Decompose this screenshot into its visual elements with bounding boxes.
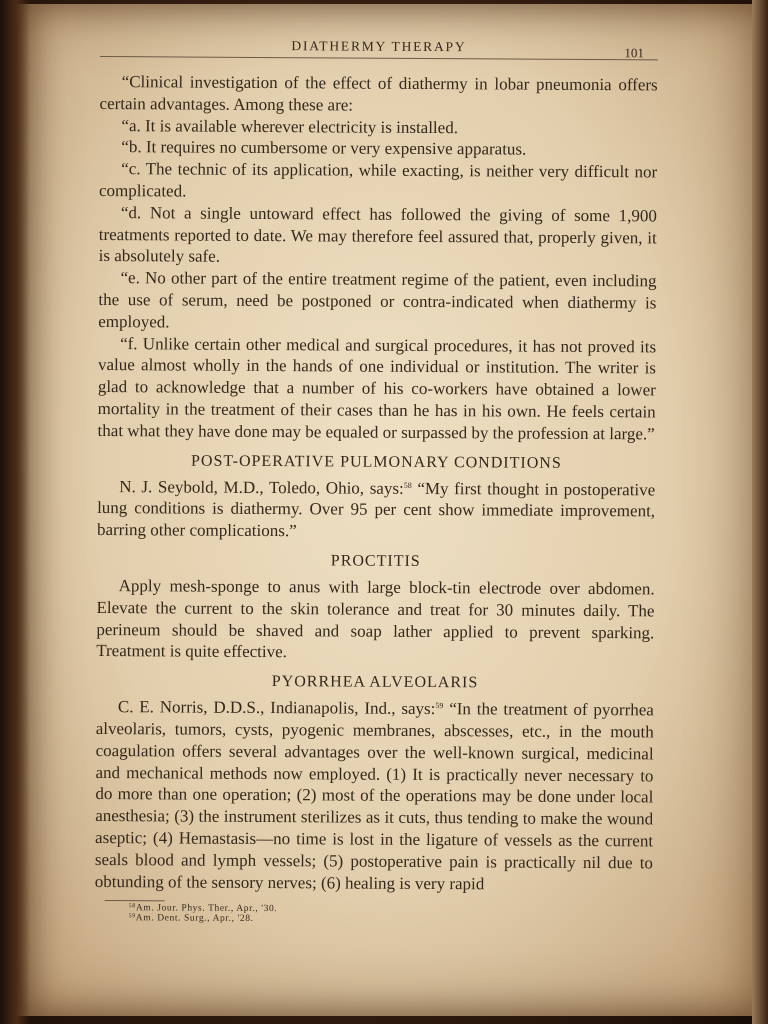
footnote-text: Am. Dent. Surg., Apr., '28.: [135, 913, 254, 925]
section-heading-pyorrhea: PYORRHEA ALVEOLARIS: [271, 673, 479, 692]
paragraph-norris: [95, 696, 654, 896]
running-head-title: DIATHERMY THERAPY: [291, 38, 467, 55]
page-edge: [752, 0, 768, 1024]
section-heading-post-operative: POST-OPERATIVE PULMONARY CONDITIONS: [190, 452, 562, 472]
quote-text: “In the treatment of pyorrhea alveolaris, tumors, cysts, pyogenic membranes, abscesses, etc., in the mouth coagulation offers several advantages over the well-known surgical, medicinal and mechanical methods now employed. (1) It is practically never necessary to do more than one operation; (2) most of the operations may be done under local anesthesia; (3) the instrument sterilizes as it cuts, thus tending to make the wound aseptic; (4) Hemastasis—no time is lost in the ligature of vessels as the current seals blood and lymph vessels; (5) postoperative pain is practically nil due to obtunding of the sensory nerves; (6) healing is very rapid: [94, 699, 654, 893]
book-spine-shadow: [0, 0, 30, 1024]
footnote-text: Am. Jour. Phys. Ther., Apr., '30.: [135, 903, 278, 915]
footnote-number: 58: [128, 903, 136, 910]
paragraph-intro: “Clinical investigation of the effect of diathermy in lobar pneumonia offers certain advantages. Among these are:: [99, 72, 658, 115]
paragraph-item-d: “d. Not a single untoward effect has followed the giving of some 1,900 treatments reported to date. We may therefore feel assured that, properly given, it is absolutely safe.: [98, 202, 657, 267]
paragraph-item-a: “a. It is available wherever electricity is installed.: [121, 115, 459, 137]
quote-text: “My first thought in postoperative lung conditions is diathermy. Over 95 per cent show immediate improvement, barring other complications.”: [96, 478, 656, 541]
paragraph-item-f: “f. Unlike certain other medical and surgical procedures, it has not proved its value almost wholly in the hands of one individual or institution. The writer is glad to acknowledge that a number of his co-workers have obtained a lower mortality in the treatment of their cases than he has in his own. He feels certain that what they have done may be equaled or surpassed by the profession at large.”: [97, 333, 657, 444]
footnote-divider: [105, 900, 165, 901]
footnote-ref: 59: [435, 701, 444, 711]
paragraph-item-b: “b. It requires no cumbersome or very expensive apparatus.: [121, 137, 527, 159]
page-text-block: [95, 34, 658, 927]
citation-lead: C. E. Norris, D.D.S., Indianapolis, Ind., says:: [117, 697, 436, 719]
paragraph-proctitis: Apply mesh-sponge to anus with large block-tin electrode over abdomen. Elevate the current to the skin tolerance and treat for 30 minutes daily. The perineum should be shaved and soap lather applied to prevent sparking. Treatment is quite effective.: [96, 576, 655, 662]
running-head: [100, 34, 658, 60]
section-heading-proctitis: PROCTITIS: [330, 552, 421, 570]
paragraph-seybold: [97, 476, 655, 545]
citation-lead: N. J. Seybold, M.D., Toledo, Ohio, says:: [119, 476, 404, 498]
paragraph-item-e: “e. No other part of the entire treatment regime of the patient, even including the use of serum, need be postponed or contra-indicated when diathermy is employed.: [98, 268, 657, 332]
footnote-number: 59: [128, 913, 136, 920]
footnote-ref: 58: [403, 480, 412, 490]
paragraph-item-c: “c. The technic of its application, while exacting, is neither very difficult nor complicated.: [98, 159, 658, 201]
page-number: 101: [624, 45, 644, 61]
